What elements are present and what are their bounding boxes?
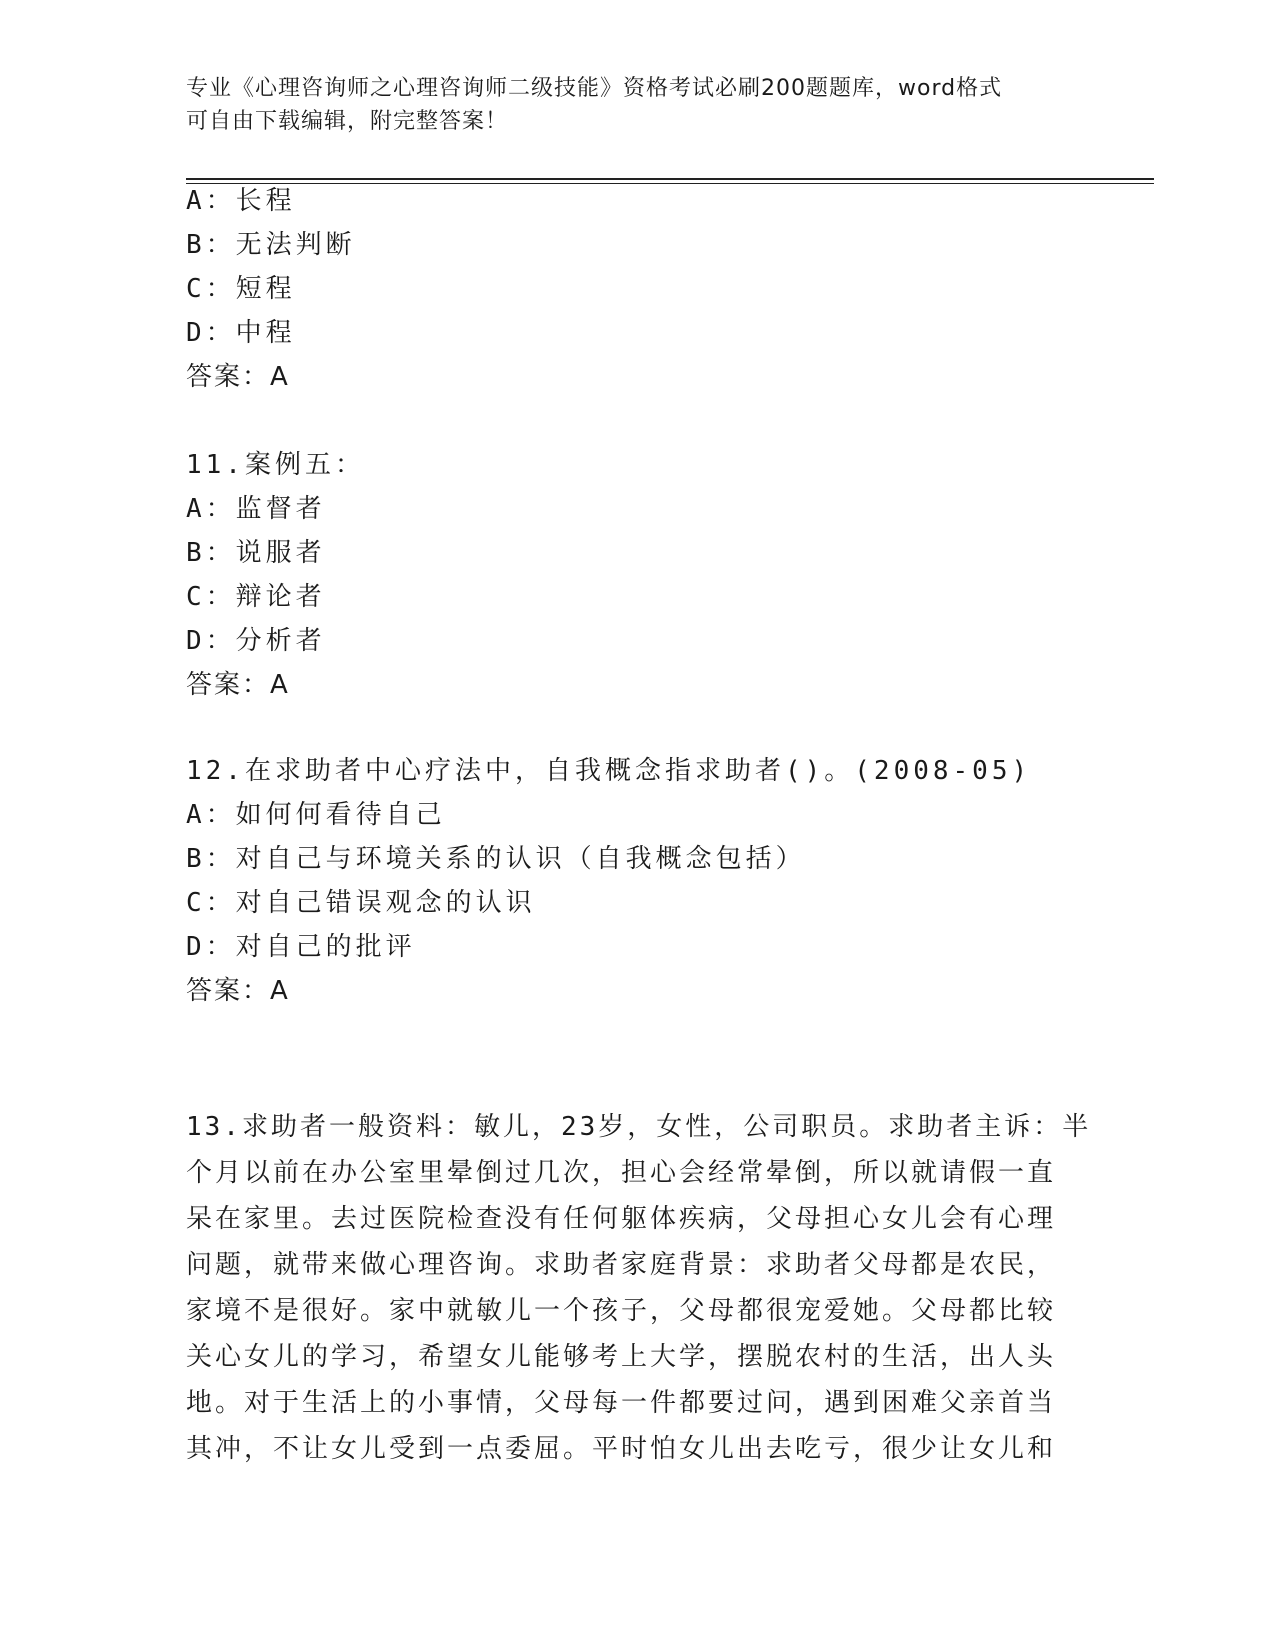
q13-paragraph <box>186 1104 1092 1472</box>
q10-option-c: C：短程 <box>186 274 296 304</box>
q12-answer: 答案：A <box>186 976 290 1006</box>
header-rule-thick <box>186 178 1154 180</box>
q11-option-c: C：辩论者 <box>186 582 326 612</box>
q10-option-b: B：无法判断 <box>186 230 356 260</box>
q10-answer: 答案：A <box>186 362 290 392</box>
q13-line: 个月以前在办公室里晕倒过几次，担心会经常晕倒，所以就请假一直 <box>186 1158 1057 1188</box>
q12-stem: 12.在求助者中心疗法中，自我概念指求助者()。(2008-05) <box>186 756 1032 786</box>
header-line-2: 可自由下载编辑，附完整答案！ <box>186 109 509 134</box>
q12-option-a: A：如何何看待自己 <box>186 800 446 830</box>
header-rule-thin <box>186 183 1154 184</box>
q11-option-d: D：分析者 <box>186 626 326 656</box>
q13-line: 呆在家里。去过医院检查没有任何躯体疾病，父母担心女儿会有心理 <box>186 1204 1057 1234</box>
q12-option-b: B：对自己与环境关系的认识（自我概念包括） <box>186 844 806 874</box>
q12-option-c: C：对自己错误观念的认识 <box>186 888 536 918</box>
q13-line: 关心女儿的学习，希望女儿能够考上大学，摆脱农村的生活，出人头 <box>186 1342 1057 1372</box>
q13-line: 问题，就带来做心理咨询。求助者家庭背景：求助者父母都是农民， <box>186 1250 1057 1280</box>
document-header <box>186 72 1086 138</box>
q13-line: 地。对于生活上的小事情，父母每一件都要过问，遇到困难父亲首当 <box>186 1388 1057 1418</box>
q12-option-d: D：对自己的批评 <box>186 932 416 962</box>
q13-line: 家境不是很好。家中就敏儿一个孩子，父母都很宠爱她。父母都比较 <box>186 1296 1057 1326</box>
header-line-1: 专业《心理咨询师之心理咨询师二级技能》资格考试必刷200题题库，word格式 <box>186 76 1003 101</box>
q13-line: 其冲，不让女儿受到一点委屈。平时怕女儿出去吃亏，很少让女儿和 <box>186 1434 1057 1464</box>
q10-option-a: A：长程 <box>186 186 296 216</box>
q13-line: 13.求助者一般资料：敏儿，23岁，女性，公司职员。求助者主诉：半 <box>186 1112 1092 1142</box>
q11-option-a: A：监督者 <box>186 494 326 524</box>
q11-stem: 11.案例五： <box>186 450 365 480</box>
q10-option-d: D：中程 <box>186 318 296 348</box>
q11-option-b: B：说服者 <box>186 538 326 568</box>
q11-answer: 答案：A <box>186 670 290 700</box>
